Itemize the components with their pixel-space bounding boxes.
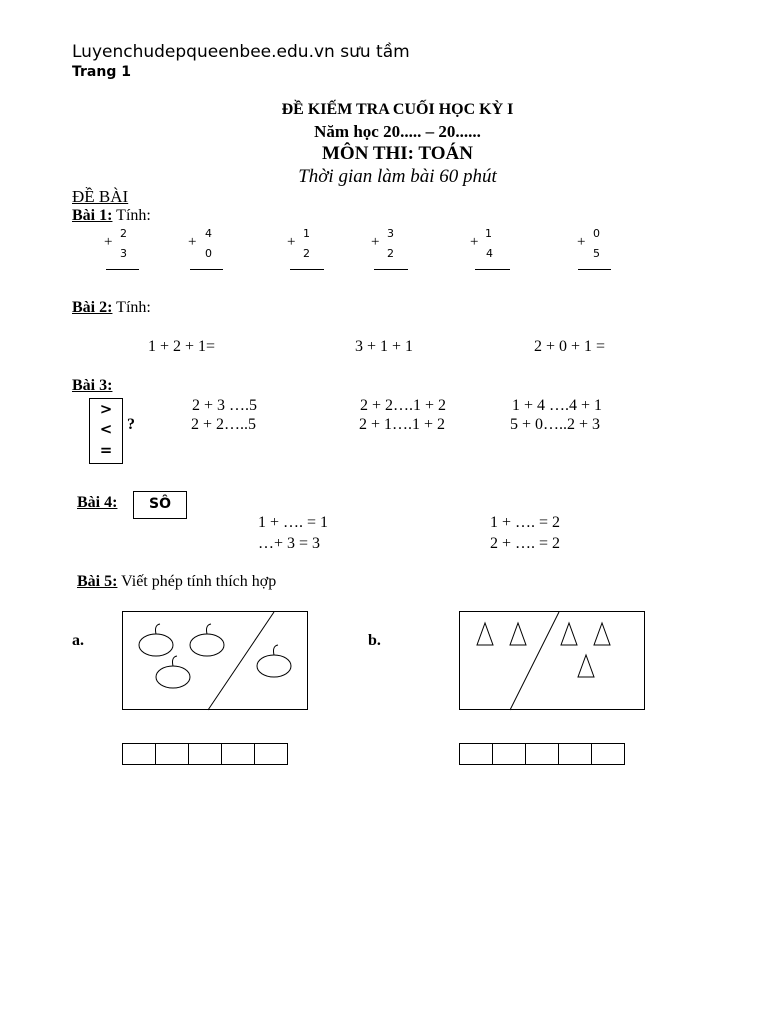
bai3-label: Bài 3: bbox=[72, 377, 113, 394]
picture-b-triangles bbox=[459, 611, 645, 711]
bai3-r2c1: 2 + 2…..5 bbox=[191, 416, 257, 433]
answer-cell[interactable] bbox=[525, 743, 559, 765]
page-number: Trang 1 bbox=[72, 64, 131, 80]
answer-cell[interactable] bbox=[122, 743, 156, 765]
less-than-symbol: < bbox=[99, 420, 113, 438]
time-limit: Thời gian làm bài 60 phút bbox=[298, 166, 497, 187]
bai2-expr-1: 1 + 2 + 1= bbox=[148, 338, 216, 355]
answer-cell[interactable] bbox=[155, 743, 189, 765]
bai3-r1c1: 2 + 3 ….5 bbox=[192, 397, 258, 414]
addend-top: 3 bbox=[387, 227, 394, 240]
subject-title: MÔN THI: TOÁN bbox=[322, 143, 473, 164]
equals-symbol: = bbox=[99, 441, 113, 459]
addend-top: 1 bbox=[485, 227, 492, 240]
addend-bottom: 2 bbox=[303, 247, 310, 260]
source-line: Luyenchudepqueenbee.edu.vn sưu tầm bbox=[72, 42, 410, 62]
picture-a-apples bbox=[122, 611, 308, 711]
bai3-r2c3: 5 + 0…..2 + 3 bbox=[510, 416, 601, 433]
answer-line bbox=[106, 269, 139, 270]
addend-bottom: 2 bbox=[387, 247, 394, 260]
plus-sign: + bbox=[287, 234, 296, 250]
exam-title: ĐỀ KIẾM TRA CUỐI HỌC KỲ I bbox=[281, 101, 514, 118]
bai4-right-2: 2 + …. = 2 bbox=[490, 535, 561, 552]
bai3-r1c3: 1 + 4 ….4 + 1 bbox=[512, 397, 603, 414]
comparison-symbols-box bbox=[89, 398, 123, 464]
question-mark: ? bbox=[127, 416, 135, 433]
triangle-icon bbox=[561, 623, 577, 645]
plus-sign: + bbox=[104, 234, 113, 250]
part-a-label: a. bbox=[72, 632, 84, 649]
plus-sign: + bbox=[577, 234, 586, 250]
addend-bottom: 4 bbox=[486, 247, 493, 260]
addend-top: 4 bbox=[205, 227, 212, 240]
answer-line bbox=[374, 269, 408, 270]
plus-sign: + bbox=[188, 234, 197, 250]
bai4-label: Bài 4: bbox=[77, 494, 118, 511]
answer-line bbox=[578, 269, 611, 270]
bai2-text: Tính: bbox=[112, 299, 151, 316]
bai2-expr-2: 3 + 1 + 1 bbox=[355, 338, 414, 355]
triangle-icon bbox=[477, 623, 493, 645]
bai1-text: Tính: bbox=[112, 207, 151, 224]
plus-sign: + bbox=[371, 234, 380, 250]
bai1-label: Bài 1: bbox=[72, 207, 113, 224]
answer-boxes-b bbox=[459, 743, 625, 765]
apple-icon bbox=[139, 624, 173, 656]
answer-line bbox=[190, 269, 223, 270]
triangle-icon bbox=[510, 623, 526, 645]
triangle-icon bbox=[578, 655, 594, 677]
answer-cell[interactable] bbox=[254, 743, 288, 765]
bai5-label: Bài 5: bbox=[77, 573, 118, 590]
answer-boxes-a bbox=[122, 743, 288, 765]
apple-icon bbox=[156, 656, 190, 688]
so-box-label: SÔ bbox=[149, 496, 171, 512]
bai2-expr-3: 2 + 0 + 1 = bbox=[534, 338, 606, 355]
answer-cell[interactable] bbox=[459, 743, 493, 765]
part-b-label: b. bbox=[368, 632, 381, 649]
addend-bottom: 5 bbox=[593, 247, 600, 260]
bai2-label: Bài 2: bbox=[72, 299, 113, 316]
plus-sign: + bbox=[470, 234, 479, 250]
section-heading: ĐỀ BÀI bbox=[72, 187, 129, 206]
bai5-heading bbox=[77, 573, 276, 591]
bai4-right-1: 1 + …. = 2 bbox=[490, 514, 561, 531]
greater-than-symbol: > bbox=[99, 400, 113, 418]
answer-cell[interactable] bbox=[558, 743, 592, 765]
apple-icon bbox=[257, 645, 291, 677]
answer-cell[interactable] bbox=[591, 743, 625, 765]
bai5-text: Viết phép tính thích hợp bbox=[117, 573, 277, 590]
bai2-heading bbox=[72, 299, 151, 317]
so-box bbox=[133, 491, 187, 519]
school-year: Năm học 20..... – 20...... bbox=[314, 122, 481, 141]
bai3-r1c2: 2 + 2….1 + 2 bbox=[360, 397, 447, 414]
triangle-icon bbox=[594, 623, 610, 645]
addend-bottom: 0 bbox=[205, 247, 212, 260]
addend-top: 2 bbox=[120, 227, 127, 240]
bai3-r2c2: 2 + 1….1 + 2 bbox=[359, 416, 446, 433]
addend-top: 0 bbox=[593, 227, 600, 240]
bai4-left-1: 1 + …. = 1 bbox=[258, 514, 329, 531]
answer-cell[interactable] bbox=[188, 743, 222, 765]
answer-cell[interactable] bbox=[492, 743, 526, 765]
answer-line bbox=[475, 269, 510, 270]
addend-bottom: 3 bbox=[120, 247, 127, 260]
answer-line bbox=[290, 269, 324, 270]
addend-top: 1 bbox=[303, 227, 310, 240]
bai1-heading bbox=[72, 207, 151, 225]
answer-cell[interactable] bbox=[221, 743, 255, 765]
apple-icon bbox=[190, 624, 224, 656]
bai4-left-2: …+ 3 = 3 bbox=[258, 535, 321, 552]
